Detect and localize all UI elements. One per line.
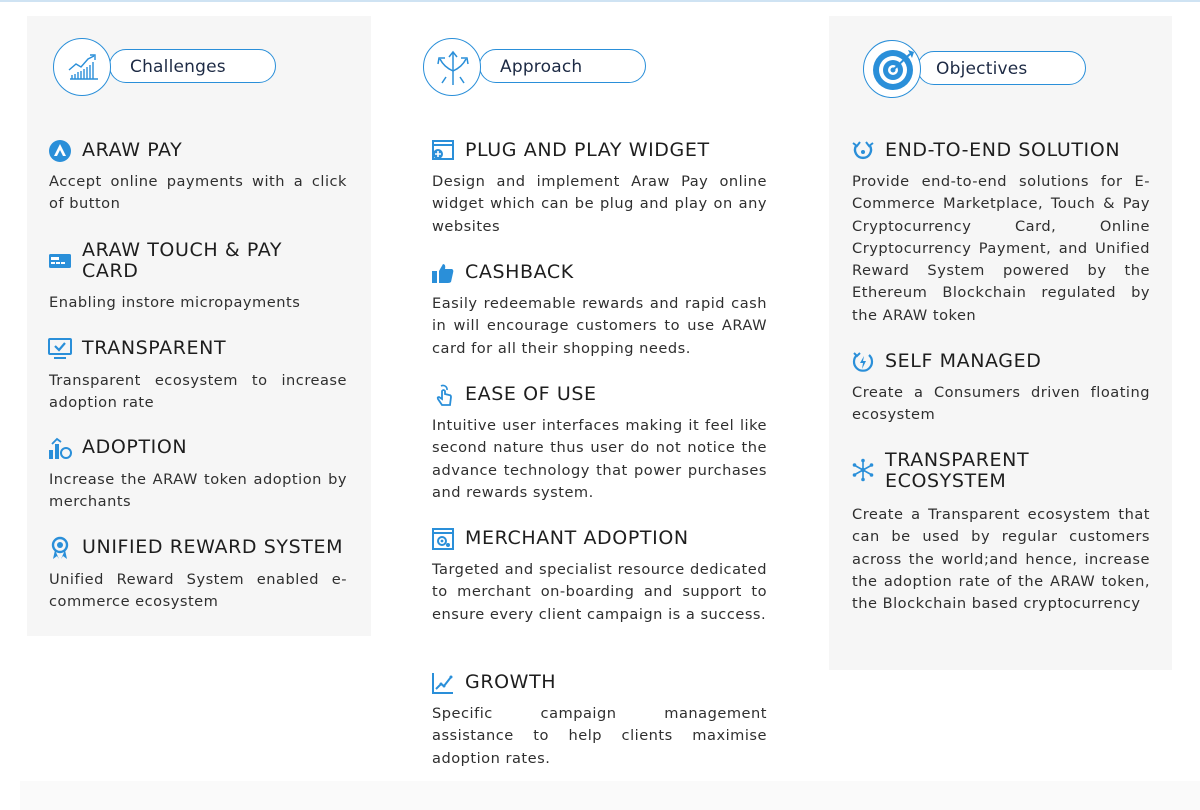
item-description: Specific campaign management assistance to help clients maximise adoption rates. [432, 705, 767, 767]
widget-window-icon [431, 139, 455, 163]
merchant-gear-icon [431, 527, 455, 551]
bottom-band [20, 781, 1200, 810]
item-description: Provide end-to-end solutions for E-Commerce Marketplace, Touch & Pay Cryptocurrency Card, Online Cryptocurrency Payment, and Unified Reward System powered by the Ethereum Blockchain regulated by the ARAW token [852, 173, 1150, 324]
snowflake-network-icon [851, 458, 875, 482]
item-title: EASE OF USE [465, 383, 597, 405]
item-description: Accept online payments with a click of button [49, 173, 347, 213]
monitor-check-icon [48, 337, 72, 361]
item-title: TRANSPARENT [82, 337, 227, 359]
item-title: SELF MANAGED [885, 350, 1042, 372]
item-title: TRANSPARENT ECOSYSTEM [885, 449, 1030, 492]
item-description: Targeted and specialist resource dedicated to merchant on-boarding and support to ensure every client campaign is a success. [432, 561, 767, 623]
cycle-arrow-icon [851, 139, 875, 163]
growth-line-icon [431, 671, 455, 695]
item-title: MERCHANT ADOPTION [465, 527, 689, 549]
target-icon [863, 40, 921, 98]
item-description: Design and implement Araw Pay online widget which can be plug and play on any websites [432, 173, 767, 235]
item-title: ADOPTION [82, 436, 188, 458]
split-arrows-icon [423, 38, 481, 96]
item-title: CASHBACK [465, 261, 574, 283]
item-title: PLUG AND PLAY WIDGET [465, 139, 710, 161]
item-description: Unified Reward System enabled e-commerce ecosystem [49, 571, 347, 611]
item-description: Create a Consumers driven floating ecosystem [852, 384, 1150, 424]
item-title: ARAW PAY [82, 139, 183, 161]
card-icon [48, 249, 72, 273]
thumbs-up-icon [431, 261, 455, 285]
objectives-panel [829, 16, 1172, 670]
challenges-panel [27, 16, 371, 636]
item-description: Increase the ARAW token adoption by merchants [49, 471, 347, 511]
approach-header-label: Approach [500, 57, 583, 77]
item-title: END-TO-END SOLUTION [885, 139, 1121, 161]
approach-header-pill [479, 49, 646, 83]
challenges-header-label: Challenges [130, 57, 226, 77]
objectives-header-pill [917, 51, 1086, 85]
item-title: UNIFIED REWARD SYSTEM [82, 536, 344, 558]
araw-logo-icon [48, 139, 72, 163]
item-description: Enabling instore micropayments [49, 294, 301, 311]
item-description: Intuitive user interfaces making it feel like second nature thus user do not notice the advance technology that power purchases and rewards system. [432, 417, 767, 501]
challenges-header-pill [109, 49, 276, 83]
item-title: ARAW TOUCH & PAY CARD [82, 239, 283, 282]
item-description: Easily redeemable rewards and rapid cash in will encourage customers to use ARAW card for all their shopping needs. [432, 295, 767, 357]
top-divider [0, 0, 1200, 2]
item-title: GROWTH [465, 671, 557, 693]
objectives-header-label: Objectives [936, 59, 1028, 79]
approach-panel [403, 16, 791, 782]
adoption-chart-icon [48, 436, 72, 460]
award-ribbon-icon [48, 536, 72, 560]
item-description: Create a Transparent ecosystem that can be used by regular customers across the world;and hence, increase the adoption rate of the ARAW token, the Blockchain based cryptocurrency [852, 506, 1150, 613]
item-description: Transparent ecosystem to increase adoption rate [49, 372, 347, 412]
chart-growth-icon [53, 38, 111, 96]
refresh-bolt-icon [851, 350, 875, 374]
touch-hand-icon [431, 383, 455, 407]
